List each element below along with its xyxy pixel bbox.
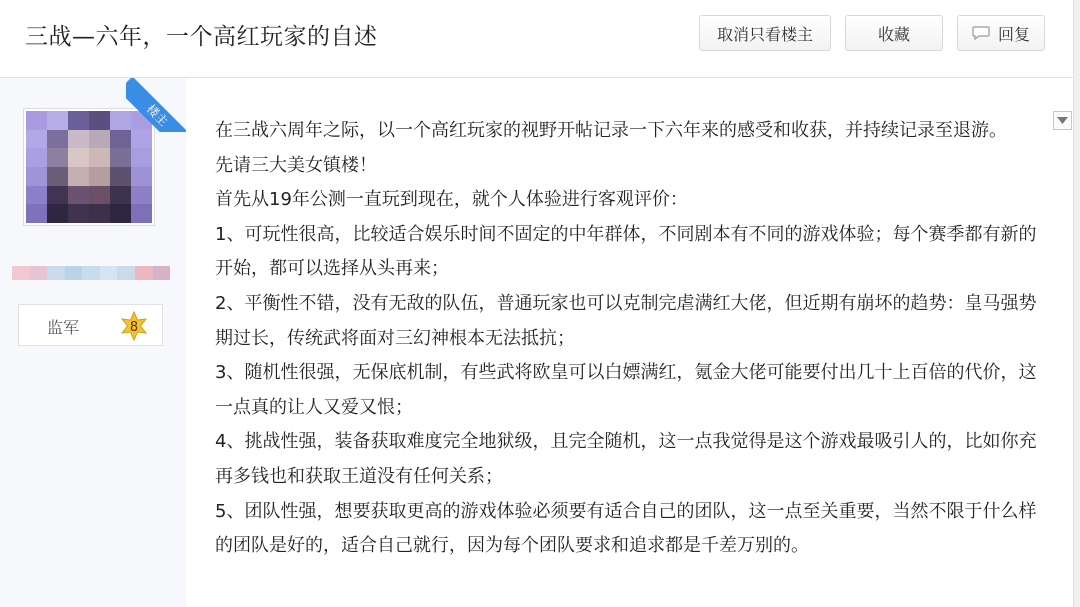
username-blur-block <box>100 266 118 280</box>
thread-header <box>0 0 1073 78</box>
username-blur-block <box>82 266 100 280</box>
page-scrollbar[interactable] <box>1073 0 1080 607</box>
post-paragraph: 2、平衡性不错，没有无敌的队伍，普通玩家也可以克制完虐满红大佬，但近期有崩坏的趋势：皇马强势期过长，传统武将面对三幻神根本无法抵抗； <box>215 292 1037 349</box>
author-sidebar <box>0 78 186 607</box>
avatar-pixel <box>110 148 131 167</box>
avatar-pixel <box>26 111 47 130</box>
triangle-down-icon <box>1057 117 1068 124</box>
avatar-pixel <box>47 204 68 223</box>
avatar-pixel <box>26 186 47 205</box>
avatar-pixel <box>26 204 47 223</box>
avatar-pixel <box>110 186 131 205</box>
avatar-pixel <box>26 148 47 167</box>
op-badge: 楼主 <box>126 78 186 132</box>
avatar-pixel <box>68 148 89 167</box>
avatar-pixel <box>89 130 110 149</box>
avatar-pixel <box>131 130 152 149</box>
favorite-button[interactable] <box>845 15 943 51</box>
username-blur-block <box>30 266 48 280</box>
avatar-pixel <box>89 111 110 130</box>
avatar-pixel <box>131 167 152 186</box>
username-blur-block <box>135 266 153 280</box>
avatar-pixel <box>68 167 89 186</box>
post-paragraph: 先请三大美女镇楼！ <box>215 154 377 176</box>
author-level: 8 <box>129 320 139 335</box>
post-menu-toggle[interactable] <box>1053 111 1072 130</box>
avatar-pixel <box>68 204 89 223</box>
avatar-pixel <box>47 111 68 130</box>
username-blur-block <box>12 266 30 280</box>
avatar-pixel <box>68 130 89 149</box>
avatar-pixel <box>47 167 68 186</box>
favorite-label: 收藏 <box>877 24 910 44</box>
username-blur-block <box>117 266 135 280</box>
post-paragraph: 3、随机性很强，无保底机制，有些武将欧皇可以白嫖满红，氪金大佬可能要付出几十上百倍的代价，这一点真的让人又爱又恨； <box>215 362 1037 418</box>
author-username-blurred[interactable] <box>12 266 170 280</box>
avatar-pixel <box>89 186 110 205</box>
avatar-pixel <box>131 186 152 205</box>
post-paragraph: 在三战六周年之际，以一个高红玩家的视野开帖记录一下六年来的感受和收获，并持续记录至退游。 <box>215 120 1007 141</box>
post-paragraph: 1、可玩性很高，比较适合娱乐时间不固定的中年群体，不同剧本有不同的游戏体验；每个赛季都有新的开始，都可以选择从头再来； <box>215 223 1037 280</box>
post-paragraph: 5、团队性强，想要获取更高的游戏体验必须要有适合自己的团队，这一点至关重要，当然不限于什么样的团队是好的，适合自己就行，因为每个团队要求和追求都是千差万别的。 <box>215 500 1037 557</box>
avatar-pixel <box>110 167 131 186</box>
post-paragraph: 4、挑战性强，装备获取难度完全地狱级，且完全随机，这一点我觉得是这个游戏最吸引人的，比如你充再多钱也和获取王道没有任何关系； <box>215 431 1037 487</box>
avatar-pixel <box>68 111 89 130</box>
speech-bubble-icon <box>972 26 990 40</box>
avatar-pixel <box>26 167 47 186</box>
avatar-pixel <box>89 167 110 186</box>
avatar-pixel <box>131 204 152 223</box>
avatar-pixel <box>89 148 110 167</box>
username-blur-block <box>47 266 65 280</box>
avatar-pixel <box>47 148 68 167</box>
avatar-pixel <box>47 186 68 205</box>
post-content <box>215 114 1050 564</box>
post-paragraph: 首先从19年公测一直玩到现在，就个人体验进行客观评价： <box>215 189 688 211</box>
star-badge-icon <box>119 311 149 341</box>
thread-title: 三战—六年，一个高红玩家的自述 <box>25 24 378 50</box>
avatar-pixel <box>110 130 131 149</box>
unfollow-op-only-label: 取消只看楼主 <box>716 24 813 44</box>
author-rank: 监军 <box>47 318 80 337</box>
avatar-pixel <box>89 204 110 223</box>
op-ribbon <box>126 78 186 132</box>
author-rank-box <box>18 304 163 346</box>
avatar-pixel <box>131 148 152 167</box>
reply-button[interactable] <box>957 15 1045 51</box>
avatar-pixel <box>26 130 47 149</box>
unfollow-op-only-button[interactable] <box>699 15 831 51</box>
avatar-pixel <box>47 130 68 149</box>
username-blur-block <box>153 266 171 280</box>
username-blur-block <box>65 266 83 280</box>
avatar-pixel <box>110 204 131 223</box>
reply-label: 回复 <box>997 24 1030 44</box>
avatar-pixel <box>68 186 89 205</box>
